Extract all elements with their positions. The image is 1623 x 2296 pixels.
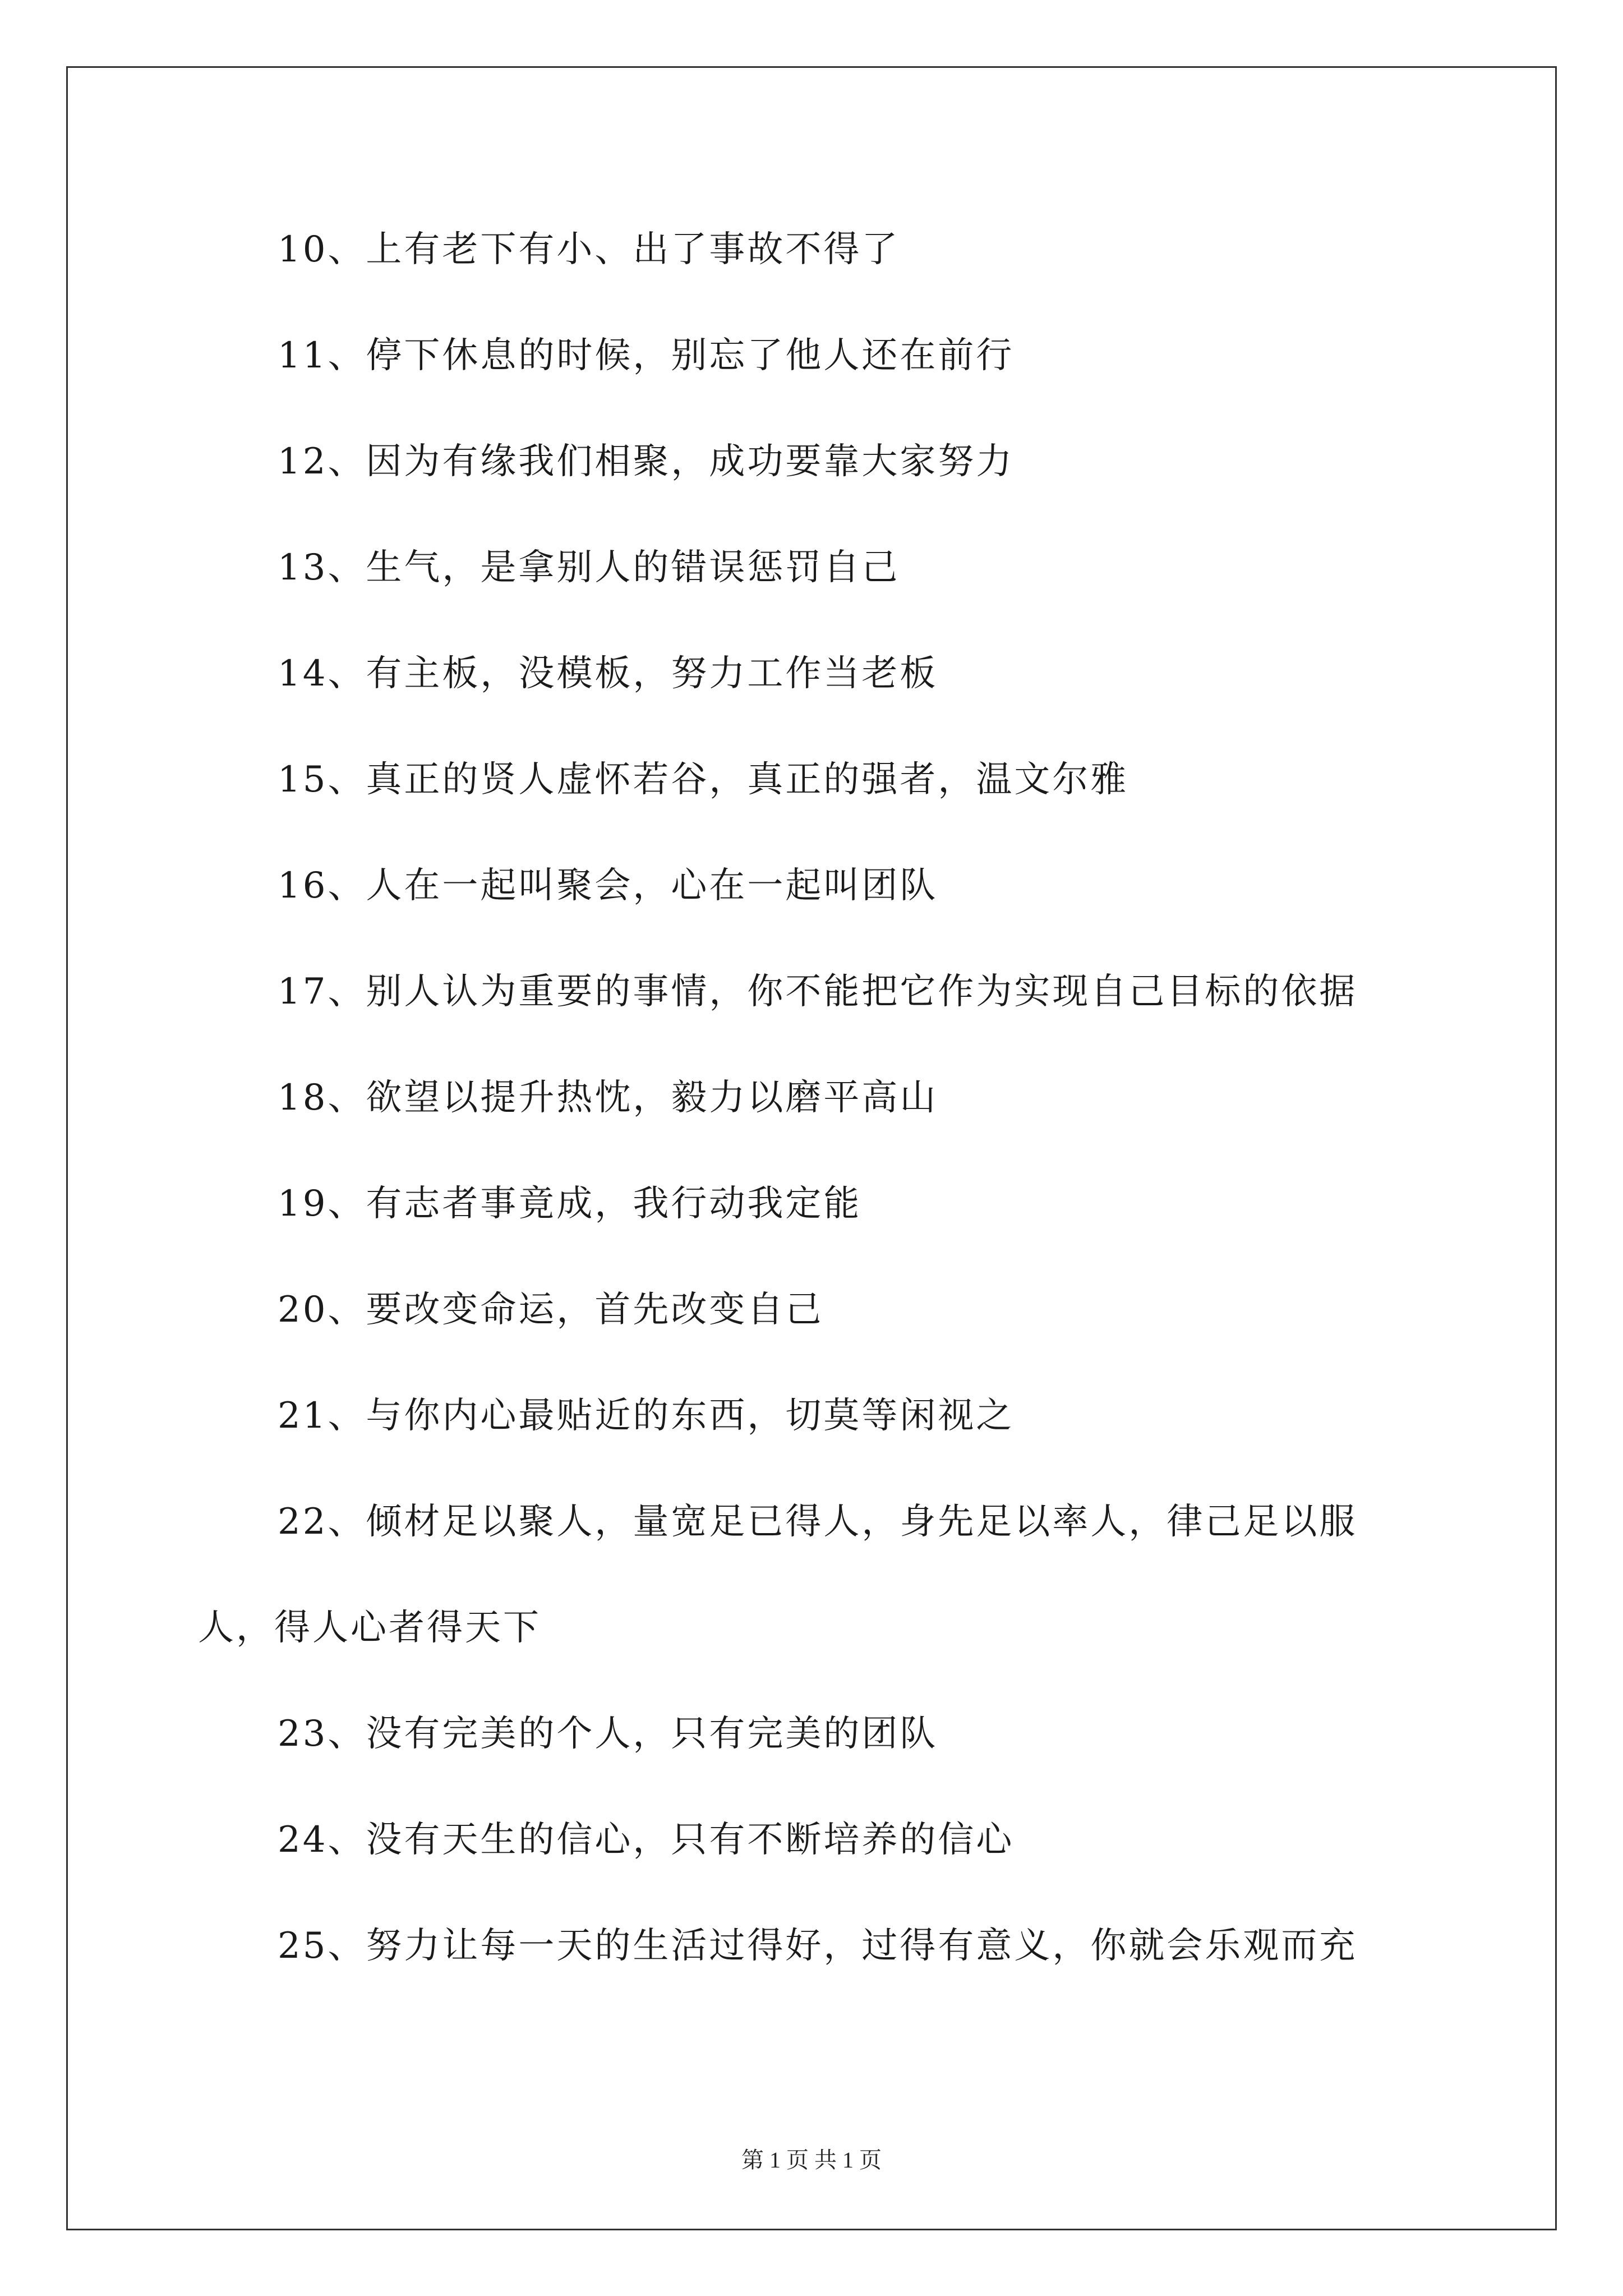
text-line: 23、没有完美的个人，只有完美的团队 bbox=[278, 1713, 938, 1755]
page-footer: 第 1 页 共 1 页 bbox=[741, 2147, 882, 2173]
text-line: 20、要改变命运，首先改变自己 bbox=[278, 1289, 824, 1331]
text-line: 15、真正的贤人虚怀若谷，真正的强者，温文尔雅 bbox=[278, 759, 1129, 800]
page-border bbox=[66, 66, 1557, 2230]
text-line: 12、因为有缘我们相聚，成功要靠大家努力 bbox=[278, 441, 1015, 482]
text-line: 14、有主板，没模板，努力工作当老板 bbox=[278, 653, 938, 694]
text-line: 25、努力让每一天的生活过得好，过得有意义，你就会乐观而充 bbox=[278, 1925, 1358, 1967]
text-line: 17、别人认为重要的事情，你不能把它作为实现自己目标的依据 bbox=[278, 971, 1358, 1013]
text-line: 22、倾材足以聚人，量宽足已得人，身先足以率人，律己足以服 bbox=[278, 1501, 1358, 1543]
text-line: 18、欲望以提升热忱，毅力以磨平高山 bbox=[278, 1077, 938, 1119]
text-line-continuation: 人，得人心者得天下 bbox=[198, 1607, 541, 1649]
text-line: 10、上有老下有小、出了事故不得了 bbox=[278, 229, 900, 270]
text-line: 21、与你内心最贴近的东西，切莫等闲视之 bbox=[278, 1395, 1015, 1437]
text-line: 24、没有天生的信心，只有不断培养的信心 bbox=[278, 1819, 1015, 1861]
text-line: 13、生气，是拿别人的错误惩罚自己 bbox=[278, 547, 900, 588]
text-line: 19、有志者事竟成，我行动我定能 bbox=[278, 1183, 862, 1225]
text-line: 11、停下休息的时候，别忘了他人还在前行 bbox=[278, 335, 1015, 376]
text-line: 16、人在一起叫聚会，心在一起叫团队 bbox=[278, 865, 938, 907]
